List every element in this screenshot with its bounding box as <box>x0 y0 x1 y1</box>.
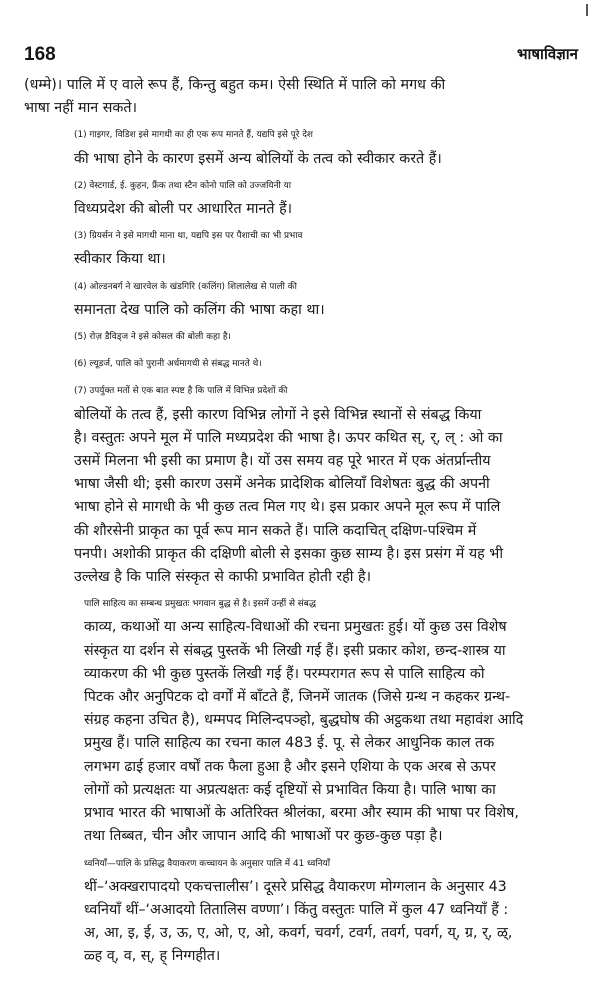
scan-mark <box>586 4 588 16</box>
text-line: की शौरसेनी प्राकृत का पूर्व रूप मान सकते हैं। पालि कदाचित् दक्षिण-पश्चिम में <box>74 522 477 539</box>
paragraph-pali-literature <box>24 593 579 848</box>
paragraph-view-4 <box>24 276 579 322</box>
text-line: लोगों को प्रत्यक्षतः या अप्रत्यक्षतः कई दृष्टियों से प्रभावित किया है। पालि भाषा का <box>84 781 496 798</box>
paragraph-view-5 <box>24 326 579 349</box>
text-line: समानता देख पालि को कलिंग की भाषा कहा था। <box>74 301 325 318</box>
text-line: पनपी। अशोकी प्राकृत की दक्षिणी बोली से इसका कुछ साम्य है। इस प्रसंग में यह भी <box>74 545 504 562</box>
text-line: पालि साहित्य का सम्बन्ध प्रमुखतः भगवान बुद्ध से है। इसमें उन्हीं से संबद्ध <box>84 599 316 610</box>
paragraph-phonemes <box>24 853 579 969</box>
text-line: ध्वनियाँ थीं–‘अआदयो तितालिस वण्णा’। किंतु वस्तुतः पालि में कुल 47 ध्वनियाँ हैं : <box>84 901 509 918</box>
paragraph-view-3 <box>24 225 579 271</box>
text-line: उसमें मिलना भी इसी का प्रमाण है। यों उस समय वह पूरे भारत में एक अंतर्प्रान्तीय <box>74 453 491 470</box>
paragraph-view-6 <box>24 353 579 376</box>
text-line: (4) ओल्डनबर्ग ने खारवेल के खंडगिरि (कलिंग) शिलालेख से पाली की <box>74 281 297 292</box>
text-line: तथा तिब्बत, चीन और जापान आदि की भाषाओं पर कुछ-कुछ पड़ा है। <box>84 828 443 845</box>
page-header <box>24 44 578 68</box>
text-line: भाषा होने से मागधी के भी कुछ तत्व मिल गए थे। इस प्रकार अपने मूल रूप में पालि <box>74 499 501 516</box>
text-line: (धम्मे)। पालि में ए वाले रूप हैं, किन्तु बहुत कम। ऐसी स्थिति में पालि को मगध की <box>24 77 446 93</box>
text-line: (2) वेस्टगार्ड, ई. कुहन, फ्रैंक तथा स्टैन कोनो पालि को उज्जयिनी या <box>74 180 292 191</box>
text-line: अ, आ, इ, ई, उ, ऊ, ए, ओ, ए, ओ, कवर्ग, चवर्ग, टवर्ग, तवर्ग, पवर्ग, य्, ग्र, र्, ळ्, <box>84 925 513 942</box>
text-line: विध्यप्रदेश की बोली पर आधारित मानते हैं। <box>74 201 293 218</box>
text-line: काव्य, कथाओं या अन्य साहित्य-विधाओं की रचना प्रमुखतः हुई। यों कुछ उस विशेष <box>84 619 507 636</box>
text-line: व्याकरण की भी कुछ पुस्तकें लिखी गई हैं। परम्परागत रूप से पालि साहित्य को <box>84 665 485 682</box>
text-line: ध्वनियाँ—पालि के प्रसिद्ध वैयाकरण कच्चायन के अनुसार पालि में 41 ध्वनियाँ <box>84 858 330 869</box>
text-line: (6) ल्यूडर्ज, पालि को पुरानी अर्धमागधी से संबद्ध मानते थे। <box>74 359 262 370</box>
text-line: थीं–‘अक्खरापादयो एकचत्तालीस’। दूसरे प्रसिद्ध वैयाकरण मोग्गलान के अनुसार 43 <box>84 878 507 895</box>
body-text <box>24 74 579 973</box>
text-line: संग्रह कहना उचित है), धम्मपद मिलिन्दपञ्हो, बुद्धघोष की अट्ठकथा तथा महावंश आदि <box>84 712 524 729</box>
text-line: लगभग ढाई हजार वर्षों तक फैला हुआ है और इसने एशिया के एक अरब से ऊपर <box>84 758 496 775</box>
text-line: प्रभाव भारत की भाषाओं के अतिरिक्त श्रीलंका, बरमा और स्याम की भाषा पर विशेष, <box>84 805 519 822</box>
running-title: भाषाविज्ञान <box>516 45 578 63</box>
text-line: ळ्ह व्, व, स्, ह् निग्गहीत। <box>84 948 221 965</box>
text-line: है। वस्तुतः अपने मूल में पालि मध्यप्रदेश की भाषा है। ऊपर कथित स्, र्, ल् : ओ का <box>74 429 503 446</box>
text-line: बोलियों के तत्व हैं, इसी कारण विभिन्न लोगों ने इसे विभिन्न स्थानों से संबद्ध किया <box>74 406 482 423</box>
text-line: पिटक और अनुपिटक दो वर्गों में बाँटते हैं, जिनमें जातक (जिसे ग्रन्थ न कहकर ग्रन्थ- <box>84 689 511 706</box>
paragraph-continuation <box>24 74 579 120</box>
paragraph-view-7 <box>24 380 579 589</box>
paragraph-view-1 <box>24 124 579 170</box>
text-line: की भाषा होने के कारण इसमें अन्य बोलियों के तत्व को स्वीकार करते हैं। <box>74 150 442 167</box>
page-number: 168 <box>24 44 56 65</box>
text-line: प्रमुख हैं। पालि साहित्य का रचना काल 483 ई. पू. से लेकर आधुनिक काल तक <box>84 735 495 752</box>
text-line: (7) उपर्युक्त मतों से एक बात स्पष्ट है कि पालि में विभिन्न प्रदेशों की <box>74 386 288 397</box>
text-line: भाषा नहीं मान सकते। <box>24 100 137 117</box>
paragraph-view-2 <box>24 175 579 221</box>
text-line: स्वीकार किया था। <box>74 251 166 268</box>
text-line: संस्कृत या दर्शन से संबद्ध पुस्तकें भी लिखी गई हैं। इसी प्रकार कोश, छन्द-शास्त्र या <box>84 642 506 659</box>
text-line: (5) रोज़ डैविड्ज ने इसे कोसल की बोली कहा है। <box>74 332 231 343</box>
text-line: (1) गाइगर, विडिश इसे मागधी का ही एक रूप मानते हैं, यद्यपि इसे पूरे देश <box>74 130 313 141</box>
text-line: उल्लेख है कि पालि संस्कृत से काफी प्रभावित होती रही है। <box>74 569 372 586</box>
text-line: भाषा जैसी थी; इसी कारण उसमें अनेक प्रादेशिक बोलियाँ विशेषतः बुद्ध की अपनी <box>74 476 490 493</box>
text-line: (3) ग्रियर्सन ने इसे मागधी माना था, यद्यपि इस पर पैशाची का भी प्रभाव <box>74 231 303 242</box>
